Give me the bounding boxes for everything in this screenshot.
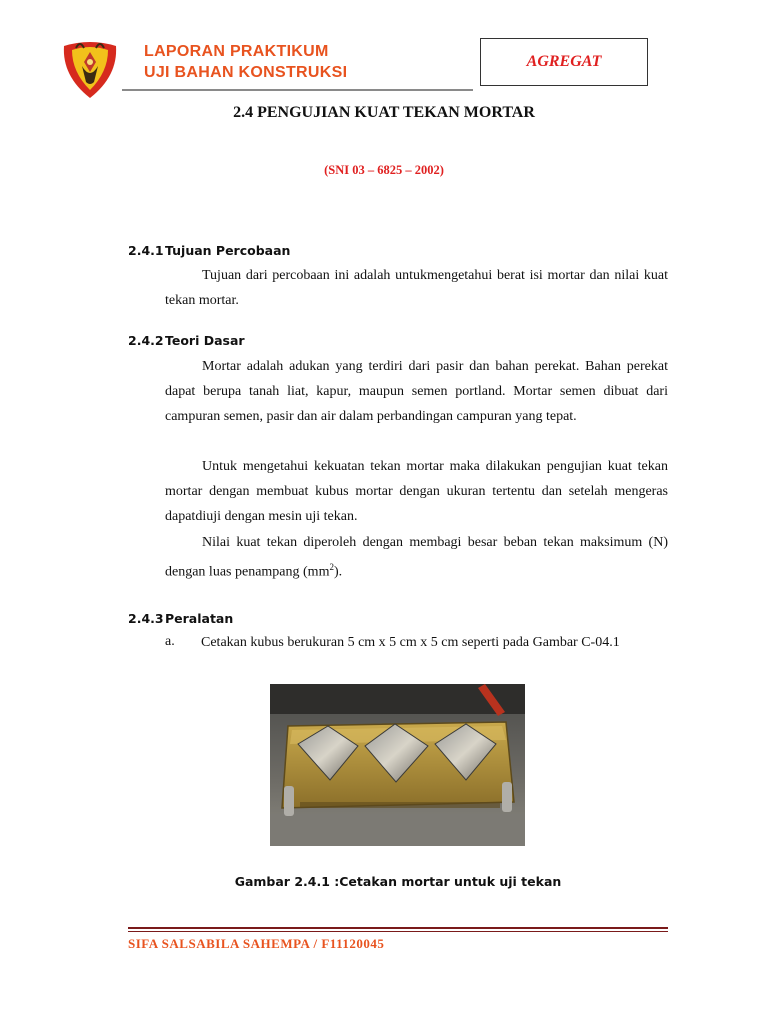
author-footer: SIFA SALSABILA SAHEMPA / F11120045 <box>128 936 385 951</box>
list-marker: a. <box>165 634 175 649</box>
section-title: Teori Dasar <box>165 333 245 348</box>
section-title: Tujuan Percobaan <box>165 243 291 258</box>
footer-divider-thin <box>128 931 668 932</box>
superscript: 2 <box>329 562 334 572</box>
footer-divider <box>128 927 668 929</box>
section-number: 2.4.3 <box>128 611 164 626</box>
standard-reference: (SNI 03 – 6825 – 2002) <box>324 163 444 177</box>
paragraph-text: Nilai kuat tekan diperoleh dengan membagi besar beban tekan maksimum (N) dengan luas penampang (mm <box>165 535 668 580</box>
chapter-box <box>480 38 648 86</box>
report-title-line2: UJI BAHAN KONSTRUKSI <box>144 64 348 81</box>
section-heading-peralatan <box>128 611 233 626</box>
paragraph <box>165 530 668 585</box>
paragraph-suffix: ). <box>333 564 343 580</box>
list-item: Cetakan kubus berukuran 5 cm x 5 cm x 5 cm seperti pada Gambar C-04.1 <box>201 635 620 650</box>
paragraph: Tujuan dari percobaan ini adalah untukmengetahui berat isi mortar dan nilai kuat tekan mortar. <box>165 268 668 308</box>
mortar-mold-photo <box>270 684 525 846</box>
chapter-label: AGREGAT <box>526 53 602 70</box>
section-title: Peralatan <box>165 611 234 626</box>
section-heading-tujuan <box>128 243 290 258</box>
paragraph: Mortar adalah adukan yang terdiri dari pasir dan bahan perekat. Bahan perekat dapat berupa tanah liat, kapur, maupun semen portland. Mortar semen dibuat dari campuran semen, pasir dan air dalam perbandingan campuran yang tepat. <box>165 359 668 424</box>
section-heading-teori <box>128 333 245 348</box>
header-divider <box>122 89 473 91</box>
university-logo <box>58 36 122 100</box>
section-number: 2.4.2 <box>128 333 164 348</box>
paragraph: Untuk mengetahui kekuatan tekan mortar maka dilakukan pengujian kuat tekan mortar dengan membuat kubus mortar dengan ukuran tertentu dan setelah mengeras dapatdiuji dengan mesin uji tekan. <box>165 459 668 524</box>
report-title-line1: LAPORAN PRAKTIKUM <box>144 43 329 60</box>
page-title: 2.4 PENGUJIAN KUAT TEKAN MORTAR <box>233 104 535 121</box>
section-number: 2.4.1 <box>128 243 164 258</box>
figure-caption: Gambar 2.4.1 :Cetakan mortar untuk uji tekan <box>234 874 562 889</box>
